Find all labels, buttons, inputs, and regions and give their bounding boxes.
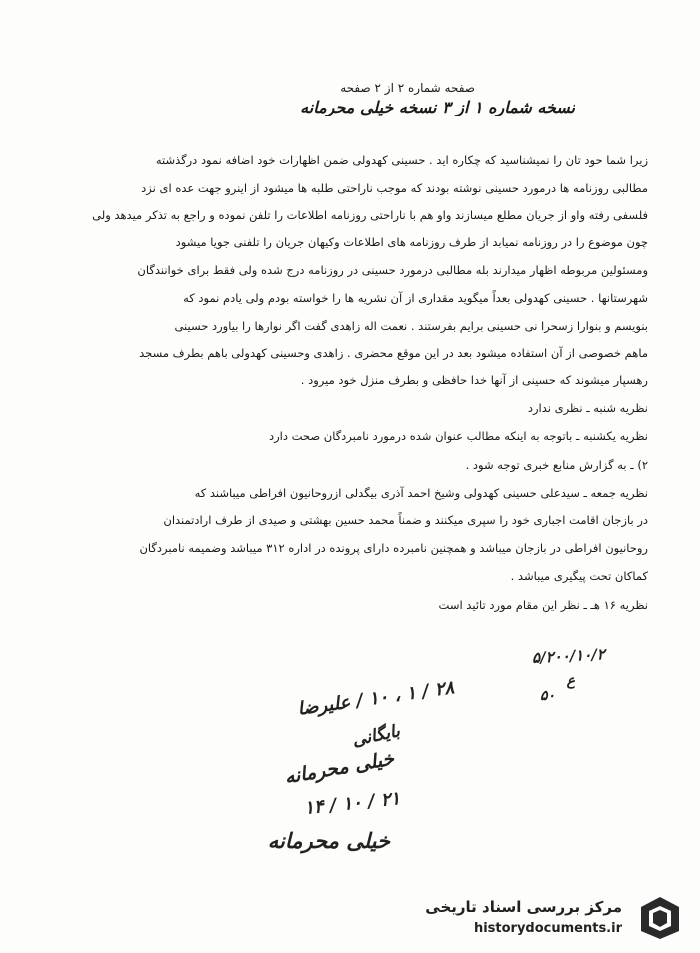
body-line: در بازجان اقامت اجباری خود را سپری میکنند و ضمناً محمد حسین بهشتی و صیدی از طرف ارادتمندان bbox=[163, 513, 648, 527]
body-line: شهرستانها . حسینی کهدولی بعداً میگوید مقداری از آن نشریه ها را خواسته بودم ولی یادم نمود که bbox=[183, 291, 648, 305]
handwritten-initials: ع bbox=[566, 673, 575, 689]
handwritten-number: ۵۰ bbox=[539, 688, 555, 704]
watermark-title: مرکز بررسی اسناد تاریخی bbox=[425, 898, 622, 916]
body-line: نظریه ۱۶ هـ ـ نظر این مقام مورد تائید است bbox=[438, 598, 648, 612]
body-line: چون موضوع را در روزنامه نمیابد از طرف روزنامه های اطلاعات وکیهان جریان را تلفنی جویا میشود bbox=[175, 235, 648, 249]
body-line: مطالبی روزنامه ها درمورد حسینی نوشته بودند که موجب ناراحتی طلبه ها میشود از اینرو جهت عده ای نزد bbox=[141, 181, 648, 195]
body-line: ماهم خصوصی از آن استفاده میشود بعد در این موقع محضری . زاهدی وحسینی کهدولی باهم بطرف مسجد bbox=[139, 346, 648, 360]
body-line: کماکان تحت پیگیری میباشد . bbox=[510, 569, 648, 583]
handwritten-note-2: بایگانی bbox=[350, 721, 402, 751]
handwritten-note-3: خیلی محرمانه bbox=[283, 747, 397, 789]
history-docs-logo-icon bbox=[635, 893, 685, 943]
body-line: بنویسم و بنوارا زسحرا نی حسینی برایم بفرستند . نعمت اله زاهدی گفت اگر نوارها را بیاورد حسینی bbox=[174, 319, 648, 333]
handwritten-note-1: ۲۸ / ۱ ، ۱۰ / علیرضا bbox=[296, 677, 456, 720]
body-line: روحانیون افراطی در بازجان میباشد و همچنین نامبرده دارای پرونده در اداره ۳۱۲ میباشد وضمیمه نامبردگان bbox=[139, 541, 648, 555]
handwritten-date: ۵/۲۰۰/۱۰/۲ bbox=[531, 645, 606, 667]
body-line: نظریه جمعه ـ سیدعلی حسینی کهدولی وشیخ احمد آذری بیگدلی ازروحانیون افراطی میباشند که bbox=[194, 486, 648, 500]
page-number-line: صفحه شماره ۲ از ۲ صفحه bbox=[340, 81, 475, 95]
body-line: ۲) ـ به گزارش منابع خبری توجه شود . bbox=[465, 458, 648, 472]
watermark-url: historydocuments.ir bbox=[473, 921, 622, 936]
body-line: نظریه شنبه ـ نظری ندارد bbox=[527, 401, 648, 415]
copy-classification-line: نسخه شماره ۱ از ۳ نسخه خیلی محرمانه bbox=[300, 100, 575, 116]
handwritten-date-2: ۲۱ / ۱۰ / ۱۴ bbox=[302, 788, 401, 819]
body-line: رهسپار میشوند که حسینی از آنها خدا حافظی و بطرف منزل خود میرود . bbox=[300, 373, 648, 387]
body-line: فلسفی رفته واو از جریان مطلع میسازند واو هم با ناراحتی روزنامه اطلاعات را تلفن نموده و راجع به تذکر میدهد ولی bbox=[92, 208, 648, 222]
body-line: نظریه یکشنبه ـ باتوجه به اینکه مطالب عنوان شده درمورد نامبردگان صحت دارد bbox=[268, 429, 648, 443]
body-line: زیرا شما حود تان را نمیشناسید که چکاره اید . حسینی کهدولی ضمن اظهارات خود اضافه نمود درگذشته bbox=[155, 153, 648, 167]
bottom-classification-stamp: خیلی محرمانه bbox=[267, 828, 390, 853]
body-line: ومسئولین مربوطه اظهار میدارند بله مطالبی درمورد حسینی در روزنامه درج شده ولی فقط برای خوانندگان bbox=[137, 263, 648, 277]
